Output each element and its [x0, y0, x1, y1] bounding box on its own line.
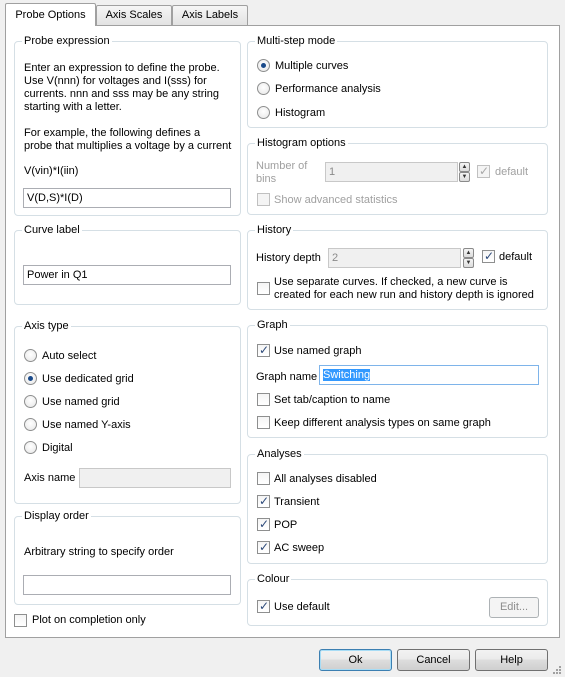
ac-sweep-checkbox[interactable] [257, 541, 270, 554]
use-named-graph-checkbox[interactable] [257, 344, 270, 357]
graph-name-label: Graph name [256, 371, 318, 383]
history-title: History [257, 224, 292, 236]
tab-probe-options[interactable]: Probe Options [5, 3, 96, 26]
probe-desc-line-1: Enter an expression to define the probe. [24, 62, 220, 74]
axis-named-y-axis-label: Use named Y-axis [42, 419, 131, 431]
pop-label: POP [274, 519, 298, 531]
history-separate-curves-checkbox[interactable] [257, 282, 270, 295]
ok-button[interactable]: Ok [319, 649, 392, 671]
probe-expression-title: Probe expression [24, 35, 110, 47]
histogram-default-label: default [495, 166, 529, 178]
graph-name-input[interactable] [319, 365, 539, 385]
history-default-checkbox[interactable] [482, 250, 495, 263]
histogram-options-title: Histogram options [257, 137, 346, 149]
histogram-bins-spinner[interactable] [459, 162, 470, 182]
multistep-performance-label: Performance analysis [275, 83, 381, 95]
display-order-title: Display order [24, 510, 89, 522]
multistep-histogram-label: Histogram [275, 107, 326, 119]
transient-checkbox[interactable] [257, 495, 270, 508]
histogram-advanced-label: Show advanced statistics [274, 194, 398, 206]
history-depth-input[interactable]: 2 [328, 248, 461, 268]
axis-digital-radio[interactable] [24, 441, 37, 454]
set-tab-caption-label: Set tab/caption to name [274, 394, 391, 406]
history-default-label: default [499, 251, 533, 263]
axis-named-grid-label: Use named grid [42, 396, 120, 408]
plot-on-completion-label: Plot on completion only [32, 614, 146, 626]
tab-axis-scales[interactable]: Axis Scales [96, 5, 172, 25]
colour-title: Colour [257, 573, 290, 585]
histogram-bins-label-2: bins [256, 173, 277, 185]
keep-analysis-types-checkbox[interactable] [257, 416, 270, 429]
colour-edit-button[interactable]: Edit... [489, 597, 539, 618]
tab-axis-labels[interactable]: Axis Labels [172, 5, 248, 25]
history-depth-spinner[interactable] [463, 248, 474, 268]
resize-grip-icon[interactable] [552, 665, 562, 675]
axis-dedicated-grid-radio[interactable] [24, 372, 37, 385]
curve-label-title: Curve label [24, 224, 80, 236]
all-analyses-disabled-label: All analyses disabled [274, 473, 377, 485]
multistep-multiple-curves-label: Multiple curves [275, 60, 349, 72]
transient-label: Transient [274, 496, 320, 508]
cancel-button[interactable]: Cancel [397, 649, 470, 671]
plot-on-completion-checkbox[interactable] [14, 614, 27, 627]
colour-use-default-label: Use default [274, 601, 330, 613]
all-analyses-disabled-checkbox[interactable] [257, 472, 270, 485]
probe-example-expression: V(vin)*I(iin) [24, 165, 79, 177]
probe-desc-line-4: starting with a letter. [24, 101, 122, 113]
spin-down-icon[interactable]: ▼ [459, 172, 470, 182]
probe-example-desc-line-2: probe that multiplies a voltage by a current [24, 140, 232, 152]
histogram-bins-label-1: Number of [256, 160, 308, 172]
history-separate-curves-label-1: Use separate curves. If checked, a new curve is [274, 276, 508, 288]
axis-digital-label: Digital [42, 442, 73, 454]
analyses-title: Analyses [257, 448, 302, 460]
spin-up-icon[interactable]: ▲ [463, 248, 474, 258]
axis-dedicated-grid-label: Use dedicated grid [42, 373, 134, 385]
colour-use-default-checkbox[interactable] [257, 600, 270, 613]
histogram-default-checkbox[interactable] [477, 165, 490, 178]
multistep-performance-radio[interactable] [257, 82, 270, 95]
spin-up-icon[interactable]: ▲ [459, 162, 470, 172]
histogram-advanced-checkbox[interactable] [257, 193, 270, 206]
multistep-mode-title: Multi-step mode [257, 35, 336, 47]
history-depth-label: History depth [256, 252, 321, 264]
axis-type-title: Axis type [24, 320, 69, 332]
curve-label-input[interactable]: Power in Q1 [23, 265, 231, 285]
multistep-multiple-curves-radio[interactable] [257, 59, 270, 72]
ac-sweep-label: AC sweep [274, 542, 325, 554]
axis-named-grid-radio[interactable] [24, 395, 37, 408]
graph-title: Graph [257, 319, 288, 331]
use-named-graph-label: Use named graph [274, 345, 362, 357]
history-separate-curves-label-2: created for each new run and history depth is ignored [274, 289, 534, 301]
axis-auto-select-radio[interactable] [24, 349, 37, 362]
probe-example-desc-line-1: For example, the following defines a [24, 127, 201, 139]
display-order-input[interactable] [23, 575, 231, 595]
multistep-histogram-radio[interactable] [257, 106, 270, 119]
help-button[interactable]: Help [475, 649, 548, 671]
axis-name-label: Axis name [24, 472, 76, 484]
pop-checkbox[interactable] [257, 518, 270, 531]
axis-named-y-axis-radio[interactable] [24, 418, 37, 431]
axis-auto-select-label: Auto select [42, 350, 97, 362]
keep-analysis-types-label: Keep different analysis types on same graph [274, 417, 491, 429]
probe-desc-line-3: currents. nnn and sss may be any string [24, 88, 220, 100]
probe-desc-line-2: Use V(nnn) for voltages and I(sss) for [24, 75, 207, 87]
display-order-desc: Arbitrary string to specify order [24, 546, 174, 558]
histogram-bins-input[interactable]: 1 [325, 162, 458, 182]
graph-name-selected-text: Switching [323, 369, 371, 381]
spin-down-icon[interactable]: ▼ [463, 258, 474, 268]
set-tab-caption-checkbox[interactable] [257, 393, 270, 406]
axis-name-input[interactable] [79, 468, 231, 488]
probe-expression-input[interactable]: V(D,S)*I(D) [23, 188, 231, 208]
